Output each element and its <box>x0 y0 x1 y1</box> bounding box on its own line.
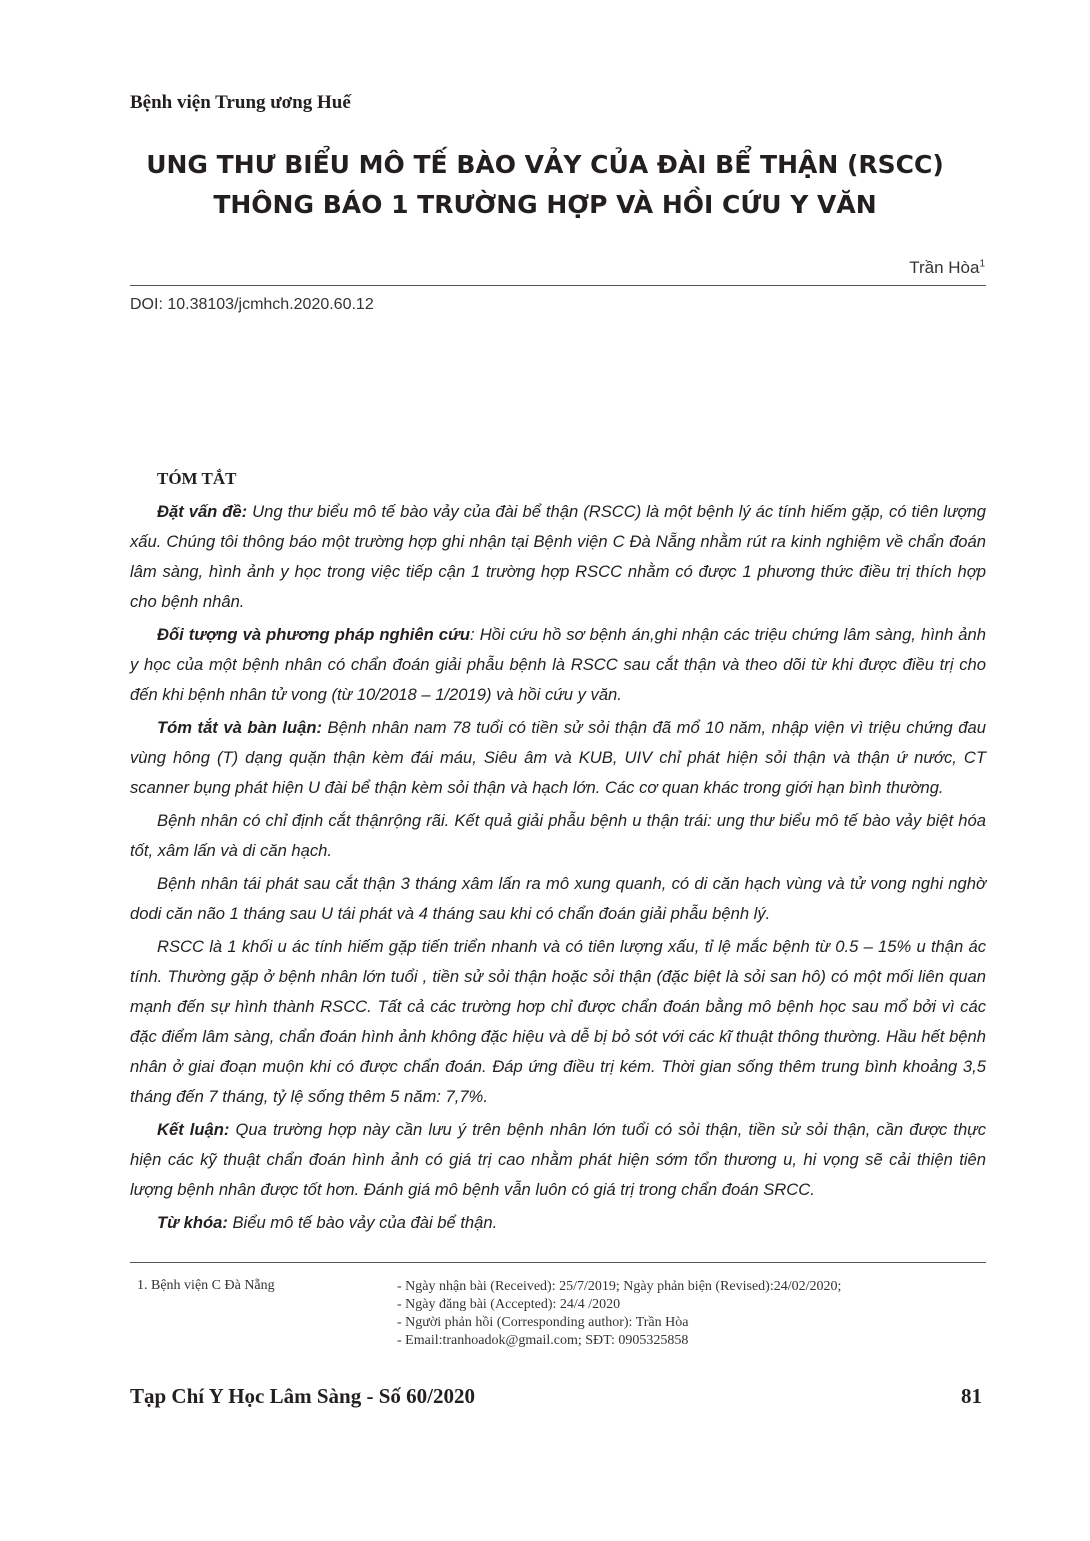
abstract-text-keywords: Biểu mô tế bào vảy của đài bể thận. <box>227 1213 498 1232</box>
accepted-date: - Ngày đăng bài (Accepted): 24/4 /2020 <box>397 1297 621 1312</box>
affiliation-footnote: 1. Bệnh viện C Đà Nẵng <box>137 1278 275 1293</box>
received-date: - Ngày nhận bài (Received): 25/7/2019; Ngày phản biện (Revised):24/02/2020; <box>397 1279 842 1294</box>
article-title-line-1: UNG THƯ BIỂU MÔ TẾ BÀO VẢY CỦA ĐÀI BỂ THẬN (RSCC) <box>146 150 944 179</box>
doi: DOI: 10.38103/jcmhch.2020.60.12 <box>130 296 374 313</box>
abstract-paragraph-conclusion <box>130 1115 986 1205</box>
abstract-heading: TÓM TẮT <box>157 469 237 488</box>
page-number: 81 <box>961 1384 982 1408</box>
journal-footer: Tạp Chí Y Học Lâm Sàng - Số 60/2020 <box>130 1384 475 1408</box>
abstract-label-methods: Đối tượng và phương pháp nghiên cứu <box>157 625 471 644</box>
abstract-text-background: Ung thư biểu mô tế bào vảy của đài bể thận (RSCC) là một bệnh lý ác tính hiếm gặp, có tiên lượng xấu. Chúng tôi thông báo một trường hợp ghi nhận tại Bệnh viện C Đà Nẵng nhằm rút ra kinh nghiệm về chẩn đoán lâm sàng, hình ảnh y học trong việc tiếp cận 1 trường hợp RSCC nhằm có được 1 phương thức điều trị thích hợp cho bệnh nhân. <box>130 502 986 611</box>
author <box>909 258 985 278</box>
abstract-label-background: Đặt vấn đề: <box>157 502 248 521</box>
author-affiliation-mark: 1 <box>979 258 985 270</box>
contact-email: - Email:tranhoadok@gmail.com; SĐT: 0905325858 <box>397 1333 689 1348</box>
footnote-divider <box>130 1262 986 1263</box>
abstract-label-conclusion: Kết luận: <box>157 1120 230 1139</box>
running-header: Bệnh viện Trung ương Huế <box>130 92 351 113</box>
abstract-paragraph-background <box>130 497 986 617</box>
abstract-label-keywords: Từ khóa: <box>157 1213 228 1232</box>
abstract-text-methods: : Hồi cứu hồ sơ bệnh án,ghi nhận các triệu chứng lâm sàng, hình ảnh y học của một bệnh nhân có chẩn đoán giải phẫu bệnh là RSCC sau cắt thận và theo dõi từ khi được điều trị cho đến khi bệnh nhân tử vong (từ 10/2018 – 1/2019) và hồi cứu y văn. <box>130 625 986 704</box>
abstract-paragraph-methods <box>130 620 986 710</box>
corresponding-author: - Người phản hồi (Corresponding author): Trần Hòa <box>397 1315 689 1330</box>
abstract-paragraph-summary <box>130 713 986 803</box>
abstract-paragraph-recurrence: Bệnh nhân tái phát sau cắt thận 3 tháng xâm lấn ra mô xung quanh, có di căn hạch vùng và tử vong nghi nghờ dodi căn não 1 tháng sau U tái phát và 4 tháng sau khi có chẩn đoán giải phẫu bệnh lý. <box>130 874 986 923</box>
author-name: Trần Hòa <box>909 258 980 277</box>
article-title-line-2: THÔNG BÁO 1 TRƯỜNG HỢP VÀ HỒI CỨU Y VĂN <box>213 190 877 219</box>
abstract-label-summary: Tóm tắt và bàn luận: <box>157 718 323 737</box>
abstract-paragraph-keywords <box>130 1208 986 1238</box>
article-notes <box>397 1278 841 1350</box>
abstract-text-conclusion: Qua trường hợp này cần lưu ý trên bệnh nhân lớn tuổi có sỏi thận, tiền sử sỏi thận, cần được thực hiện các kỹ thuật chẩn đoán hình ảnh có giá trị cao nhằm phát hiện sớm tổn thương u, hi vọng sẽ cải thiện tiên lượng bệnh nhân được tốt hơn. Đánh giá mô bệnh vẫn luôn có giá trị trong chẩn đoán SRCC. <box>130 1120 986 1199</box>
abstract-paragraph-discussion: RSCC là 1 khối u ác tính hiếm gặp tiến triển nhanh và có tiên lượng xấu, tỉ lệ mắc bệnh từ 0.5 – 15% u thận ác tính. Thường gặp ở bệnh nhân lớn tuổi , tiền sử sỏi thận hoặc sỏi thận (đặc biệt là sỏi san hô) có một mối liên quan mạnh đến sự hình thành RSCC. Tất cả các trường hơp chỉ được chẩn đoán bằng mô bệnh học sau mổ bởi vì các đặc điểm lâm sàng, chẩn đoán hình ảnh không đặc hiệu và dễ bị bỏ sót với các kĩ thuật thông thường. Hầu hết bệnh nhân ở giai đoạn muộn khi có được chẩn đoán. Đáp ứng điều trị kém. Thời gian sống thêm trung bình khoảng 3,5 tháng đến 7 tháng, tỷ lệ sống thêm 5 năm: 7,7%. <box>130 937 986 1106</box>
header-divider <box>130 285 986 286</box>
abstract-body <box>130 497 986 1238</box>
abstract-text-summary: Bệnh nhân nam 78 tuổi có tiền sử sỏi thận đã mổ 10 năm, nhập viện vì triệu chứng đau vùng hông (T) dạng quặn thận kèm đái máu, Siêu âm và KUB, UIV chỉ phát hiện sỏi thận và thận ứ nước, CT scanner bụng phát hiện U đài bể thận kèm sỏi thận và hạch lớn. Các cơ quan khác trong giới hạn bình thường. <box>130 718 986 797</box>
abstract-paragraph-surgery: Bệnh nhân có chỉ định cắt thậnrộng rãi. Kết quả giải phẫu bệnh u thận trái: ung thư biểu mô tế bào vảy biệt hóa tốt, xâm lấn và di căn hạch. <box>130 811 986 860</box>
